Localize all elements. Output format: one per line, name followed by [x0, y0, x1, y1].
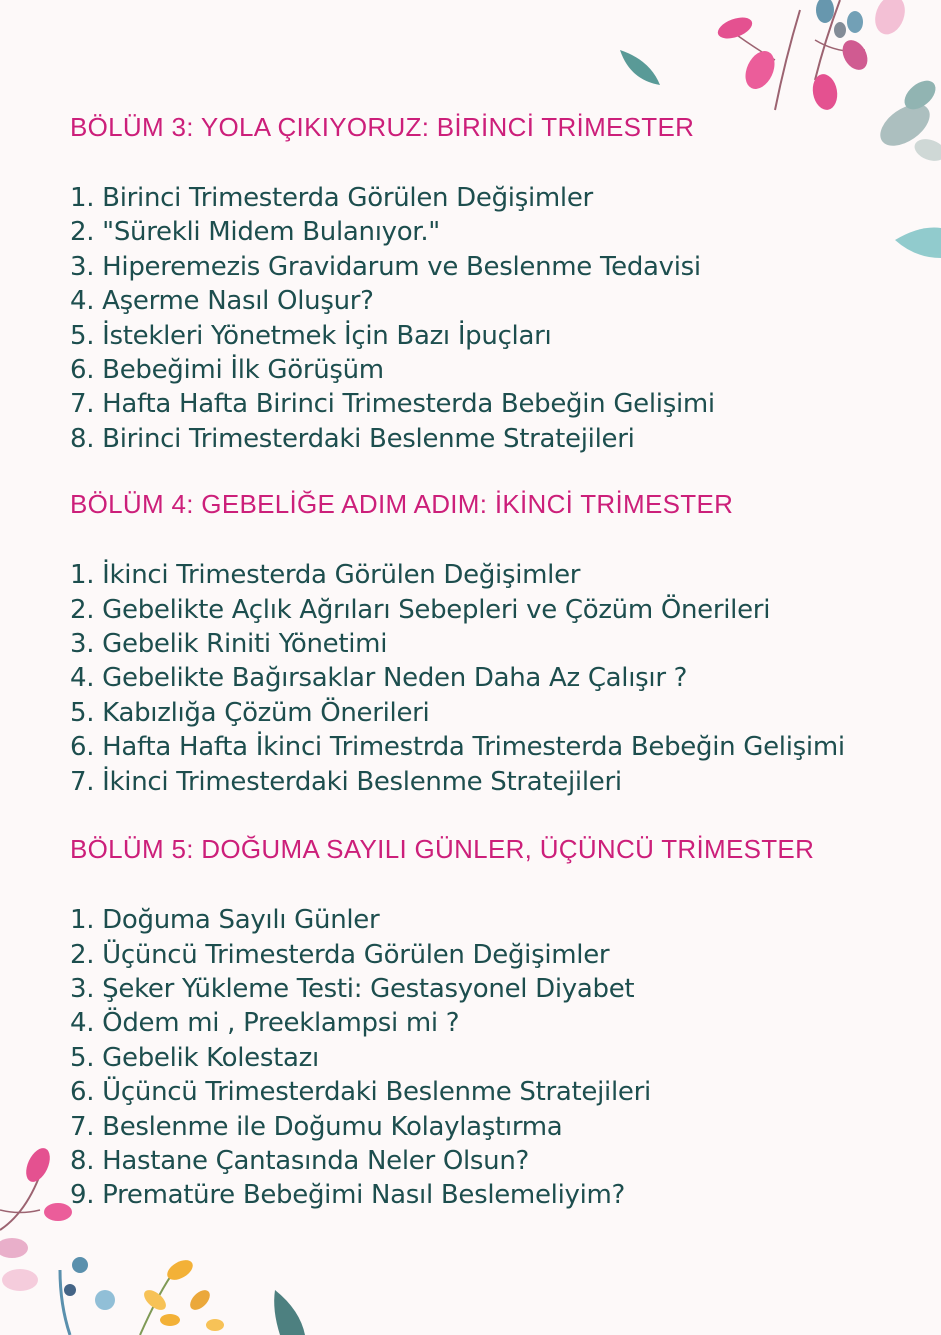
list-item: 3. Şeker Yükleme Testi: Gestasyonel Diyabet: [70, 973, 635, 1004]
chapter-5-section: [70, 834, 910, 1213]
chapter-4-title: BÖLÜM 4: GEBELİĞE ADIM ADIM: İKİNCİ TRİMESTER: [70, 489, 734, 520]
chapter-5-title: BÖLÜM 5: DOĞUMA SAYILI GÜNLER, ÜÇÜNCÜ TRİMESTER: [70, 834, 815, 865]
list-item: 1. Birinci Trimesterda Görülen Değişimler: [70, 183, 593, 213]
list-item: 2. Gebelikte Açlık Ağrıları Sebepleri ve Çözüm Önerileri: [70, 594, 771, 625]
list-item: 3. Hiperemezis Gravidarum ve Beslenme Tedavisi: [70, 251, 701, 282]
list-item: 4. Ödem mi , Preeklampsi mi ?: [70, 1008, 460, 1039]
chapter-4-section: [70, 489, 910, 799]
chapter-3-items: [70, 181, 910, 456]
list-item: 6. Bebeğimi İlk Görüşüm: [70, 355, 384, 386]
list-item: 1. Doğuma Sayılı Günler: [70, 905, 380, 936]
list-item: 1. İkinci Trimesterda Görülen Değişimler: [70, 560, 581, 591]
chapter-3-section: [70, 112, 910, 456]
list-item: 8. Hastane Çantasında Neler Olsun?: [70, 1145, 530, 1176]
table-of-contents: [70, 112, 910, 1213]
list-item: 6. Hafta Hafta İkinci Trimestrda Trimesterda Bebeğin Gelişimi: [70, 732, 845, 763]
list-item: 7. İkinci Trimesterdaki Beslenme Stratejileri: [70, 766, 622, 797]
chapter-3-title: BÖLÜM 3: YOLA ÇIKIYORUZ: BİRİNCİ TRİMESTER: [70, 112, 695, 142]
chapter-4-items: [70, 558, 910, 799]
list-item: 5. İstekleri Yönetmek İçin Bazı İpuçları: [70, 320, 552, 351]
list-item: 2. "Sürekli Midem Bulanıyor.": [70, 217, 440, 248]
list-item: 7. Beslenme ile Doğumu Kolaylaştırma: [70, 1111, 563, 1142]
list-item: 2. Üçüncü Trimesterda Görülen Değişimler: [70, 939, 610, 970]
list-item: 3. Gebelik Riniti Yönetimi: [70, 629, 388, 660]
list-item: 5. Gebelik Kolestazı: [70, 1042, 319, 1073]
chapter-5-items: [70, 903, 910, 1213]
list-item: 5. Kabızlığa Çözüm Önerileri: [70, 697, 430, 728]
list-item: 4. Aşerme Nasıl Oluşur?: [70, 286, 374, 317]
list-item: 4. Gebelikte Bağırsaklar Neden Daha Az Çalışır ?: [70, 663, 688, 694]
list-item: 8. Birinci Trimesterdaki Beslenme Stratejileri: [70, 423, 635, 454]
list-item: 7. Hafta Hafta Birinci Trimesterda Bebeğin Gelişimi: [70, 389, 715, 420]
list-item: 6. Üçüncü Trimesterdaki Beslenme Stratejileri: [70, 1077, 651, 1108]
list-item: 9. Prematüre Bebeğimi Nasıl Beslemeliyim?: [70, 1180, 626, 1211]
